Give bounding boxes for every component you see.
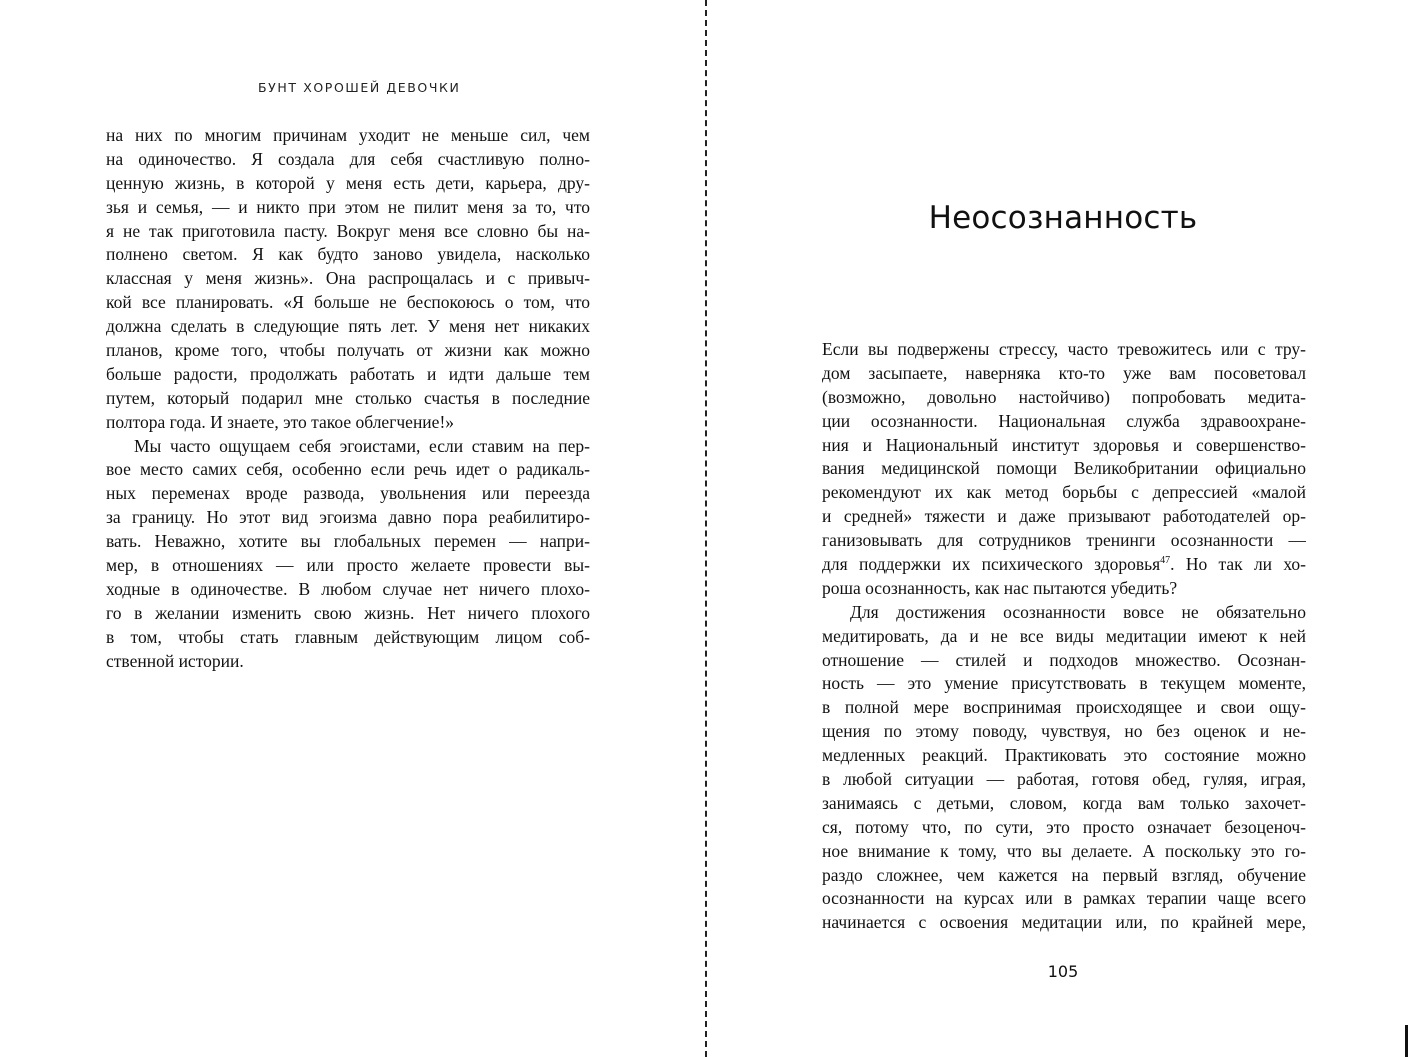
text-line: мер, в отношениях — или просто желаете провести вы-	[106, 555, 590, 576]
text-line: я не так приготовила пасту. Вокруг меня все словно бы на-	[106, 220, 590, 241]
text-line: классная у меня жизнь». Она распрощалась и с привыч-	[106, 268, 590, 289]
text-line: полнено светом. Я как будто заново увидела, насколько	[106, 244, 590, 265]
text-line: вания медицинской помощи Великобритании официально	[822, 458, 1306, 479]
footnote-line-end: . Но так ли хо-	[1170, 554, 1306, 575]
text-line: го в желании изменить свою жизнь. Нет ничего плохого	[106, 602, 590, 623]
text-line: начинается с освоения медитации или, по крайней мере,	[822, 912, 1306, 933]
text-line: ность — это умение присутствовать в текущем моменте,	[822, 673, 1306, 694]
text-line: медитировать, да и не все виды медитации имеют к ней	[822, 625, 1306, 646]
text-line: отношение — стилей и подходов множество. Осознан-	[822, 649, 1306, 670]
text-line: Мы часто ощущаем себя эгоистами, если ставим на пер-	[134, 435, 590, 456]
text-line: роша осознанность, как нас пытаются убедить?	[822, 577, 1178, 598]
text-line: в любой ситуации — работая, готовя обед, гуляя, играя,	[822, 769, 1306, 790]
text-line: дом засыпаете, наверняка кто-то уже вам посоветовал	[822, 362, 1306, 383]
text-line: на них по многим причинам уходит не меньше сил, чем	[106, 125, 590, 145]
spread-divider	[705, 0, 707, 1057]
text-line: (возможно, довольно настойчиво) попробовать медита-	[822, 386, 1306, 407]
footnote-line-start: для поддержки их психического здоровья	[822, 554, 1161, 575]
chapter-title: Неосознанность	[928, 200, 1198, 236]
text-line: щения по этому поводу, чувствуя, но без оценок и не-	[822, 721, 1306, 742]
text-line: ганизовывать для сотрудников тренинги осознанности —	[822, 530, 1306, 551]
page-number: 105	[1047, 962, 1079, 981]
left-page	[0, 0, 704, 1057]
text-line: ходные в одиночестве. В любом случае нет ничего плохо-	[106, 578, 590, 599]
text-line: за границу. Но этот вид эгоизма давно пора реабилитиро-	[106, 507, 590, 528]
text-line: вать. Неважно, хотите вы глобальных перемен — напри-	[106, 531, 590, 552]
page-edge-mark	[1405, 1025, 1408, 1057]
text-line: в том, чтобы стать главным действующим лицом соб-	[106, 626, 590, 647]
text-line: ценную жизнь, в которой у меня есть дети, карьера, дру-	[106, 172, 590, 193]
footnote-reference[interactable]: 47	[1160, 555, 1171, 567]
text-line: планов, кроме того, чтобы получать от жизни как можно	[106, 340, 590, 361]
text-line: на одиночество. Я создала для себя счастливую полно-	[106, 148, 590, 169]
text-line: осознанности на курсах или в рамках терапии чаще всего	[822, 888, 1306, 909]
text-line: должна сделать в следующие пять лет. У меня нет никаких	[106, 316, 590, 337]
text-line: в полной мере воспринимая происходящее и свои ощу-	[822, 697, 1306, 718]
text-line: зья и семья, — и никто при этом не пилит меня за то, что	[106, 196, 590, 217]
text-line: ных переменах вроде развода, увольнения или переезда	[106, 483, 590, 504]
text-line: ное внимание к тому, что вы делаете. А поскольку это го-	[822, 840, 1306, 861]
text-line: и средней» тяжести и даже призывают работодателей ор-	[822, 506, 1306, 527]
text-line: кой все планировать. «Я больше не беспокоюсь о том, что	[106, 292, 590, 313]
text-line: ся, потому что, по сути, это просто означает безоценоч-	[822, 816, 1306, 837]
left-page-body	[106, 124, 590, 673]
text-line: полтора года. И знаете, это такое облегчение!»	[106, 411, 455, 432]
text-line-with-footnote	[822, 553, 1306, 577]
right-page-body	[822, 338, 1306, 935]
text-line: больше радости, продолжать работать и идти дальше тем	[106, 363, 590, 384]
text-line: вое место самих себя, особенно если речь идет о радикаль-	[106, 459, 590, 480]
text-line: Если вы подвержены стрессу, часто тревожитесь или с тру-	[822, 339, 1306, 359]
text-line: ния и Национальный институт здоровья и совершенство-	[822, 434, 1306, 455]
right-page	[708, 0, 1410, 1057]
text-line: ции осознанности. Национальная служба здравоохране-	[822, 410, 1306, 431]
text-line: путем, который подарил мне столько счастья в последние	[106, 387, 590, 408]
text-line: рекомендуют их как метод борьбы с депрессией «малой	[822, 482, 1306, 503]
text-line: раздо сложнее, чем кажется на первый взгляд, обучение	[822, 864, 1306, 885]
text-line: медленных реакций. Практиковать это состояние можно	[822, 745, 1306, 766]
text-line: занимаясь с детьми, словом, когда вам только захочет-	[822, 792, 1306, 813]
text-line: Для достижения осознанности вовсе не обязательно	[850, 601, 1306, 622]
text-line: ственной истории.	[106, 650, 244, 671]
running-header: БУНТ ХОРОШЕЙ ДЕВОЧКИ	[258, 80, 461, 95]
